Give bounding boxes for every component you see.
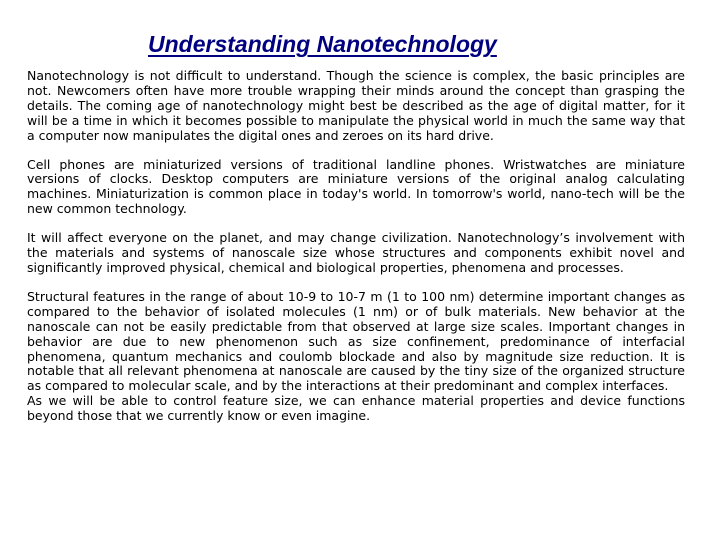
paragraph-impact: It will affect everyone on the planet, and may change civilization. Nanotechnology’s involvement with the materials and systems of nanoscale size whose structures and components exhibit novel and significantly improved physical, chemical and biological properties, phenomena and processes. (27, 230, 685, 275)
paragraph-structural-features: Structural features in the range of about 10-9 to 10-7 m (1 to 100 nm) determine important changes as compared to the behavior of isolated molecules (1 nm) or of bulk materials. New behavior at the nanoscale can not be easily predictable from that observed at large size scales. Important changes in behavior are due to new phenomenon such as size confinement, predominance of interfacial phenomena, quantum mechanics and coulomb blockade and also by magnitude size reduction. It is notable that all relevant phenomena at nanoscale are caused by the tiny size of the organized structure as compared to molecular scale, and by the interactions at their predominant and complex interfaces. (27, 288, 685, 394)
paragraph-conclusion: As we will be able to control feature size, we can enhance material properties and device functions beyond those that we currently know or even imagine. (27, 393, 685, 424)
slide-body (27, 69, 685, 424)
paragraph-miniaturization: Cell phones are miniaturized versions of traditional landline phones. Wristwatches are miniature versions of clocks. Desktop computers are miniature versions of the original analog calculating machines. Miniaturization is common place in today's world. In tomorrow's world, nano-tech will be the new common technology. (27, 156, 685, 217)
paragraph-intro: Nanotechnology is not difficult to understand. Though the science is complex, the basic principles are not. Newcomers often have more trouble wrapping their minds around the concept than grasping the details. The coming age of nanotechnology might best be described as the age of digital matter, for it will be a time in which it becomes possible to manipulate the physical world in much the same way that a computer now manipulates the digital ones and zeroes on its hard drive. (27, 68, 685, 143)
slide-title: Understanding Nanotechnology (148, 31, 497, 57)
